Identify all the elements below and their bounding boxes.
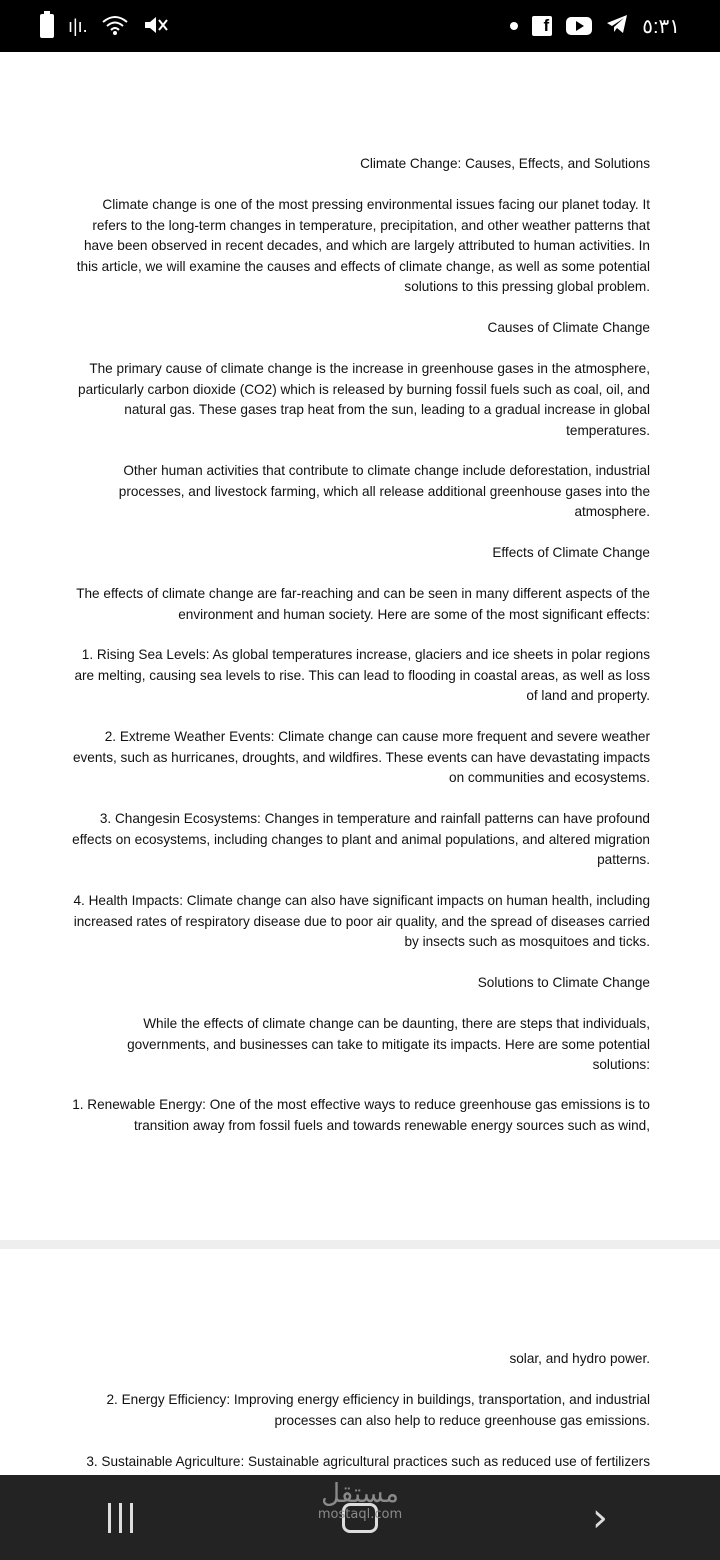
- document-page-1: [0, 52, 720, 1240]
- clock: ٥:٣١: [642, 15, 680, 38]
- watermark-latin: mostaql.com: [317, 1507, 403, 1522]
- causes-paragraph-1: The primary cause of climate change is the increase in greenhouse gases in the atmosphere, particularly carbon dioxide (CO2) which is released by burning fossil fuels such as coal, oil, and natural gas. These gases trap heat from the sun, leading to a gradual increase in global temperatures.: [78, 361, 650, 438]
- page-separator: [0, 1240, 720, 1249]
- facebook-icon: f: [532, 16, 552, 36]
- section-heading-effects: Effects of Climate Change: [492, 545, 650, 560]
- effect-item-3: 3. Changesin Ecosystems: Changes in temperature and rainfall patterns can have profound effects on ecosystems, including changes to plant and animal populations, and altered migration patterns.: [72, 811, 650, 868]
- solution-item-3: 3. Sustainable Agriculture: Sustainable agricultural practices such as reduced use of fertilizers: [86, 1454, 650, 1469]
- document-title: Climate Change: Causes, Effects, and Solutions: [360, 156, 650, 171]
- signal-icon: ı|ı.: [68, 16, 88, 36]
- document-page-2: [0, 1249, 720, 1475]
- effects-intro-paragraph: The effects of climate change are far-reaching and can be seen in many different aspects of the environment and human society. Here are some of the most significant effects:: [76, 586, 650, 622]
- notification-dot-icon: [510, 22, 518, 30]
- youtube-icon: [566, 17, 592, 35]
- solution-item-1-continued: solar, and hydro power.: [509, 1351, 650, 1366]
- wifi-icon: [102, 15, 128, 38]
- effect-item-4: 4. Health Impacts: Climate change can also have significant impacts on human health, including increased rates of respiratory disease due to poor air quality, and the spread of diseases carried by insects such as mosquitoes and ticks.: [73, 893, 650, 950]
- effect-item-2: 2. Extreme Weather Events: Climate change can cause more frequent and severe weather events, such as hurricanes, droughts, and wildfires. These events can have devastating impacts on communities and ecosystems.: [72, 729, 650, 786]
- watermark: [310, 1480, 410, 1522]
- mute-icon: [142, 14, 168, 39]
- back-button[interactable]: [560, 1488, 640, 1548]
- solutions-intro-paragraph: While the effects of climate change can be daunting, there are steps that individuals, governments, and businesses can take to mitigate its impacts. Here are some potential solutions:: [127, 1016, 650, 1073]
- status-left-icons: [40, 14, 168, 39]
- effect-item-1: 1. Rising Sea Levels: As global temperatures increase, glaciers and ice sheets in polar regions are melting, causing sea levels to rise. This can lead to flooding in coastal areas, as well as loss of land and property.: [74, 647, 650, 704]
- recent-apps-button[interactable]: [80, 1488, 160, 1548]
- section-heading-solutions: Solutions to Climate Change: [477, 975, 650, 990]
- solution-item-1: 1. Renewable Energy: One of the most effective ways to reduce greenhouse gas emissions is to transition away from fossil fuels and towards renewable energy sources such as wind,: [72, 1097, 650, 1133]
- section-heading-causes: Causes of Climate Change: [487, 320, 650, 335]
- status-right-icons: [510, 14, 680, 39]
- battery-icon: [40, 14, 54, 38]
- chevron-right-icon: ›: [592, 1494, 608, 1541]
- solution-item-2: 2. Energy Efficiency: Improving energy efficiency in buildings, transportation, and industrial processes can also help to reduce greenhouse gas emissions.: [106, 1392, 650, 1428]
- causes-paragraph-2: Other human activities that contribute to climate change include deforestation, industrial processes, and livestock farming, which all release additional greenhouse gases into the atmosphere.: [118, 463, 650, 520]
- intro-paragraph: Climate change is one of the most pressing environmental issues facing our planet today. It refers to the long-term changes in temperature, precipitation, and other weather patterns that have been observed in recent decades, and which are largely attributed to human activities. In this article, we will examine the causes and effects of climate change, as well as some potential solutions to this pressing global problem.: [76, 197, 650, 295]
- status-bar: [0, 0, 720, 52]
- watermark-arabic: مستقل: [321, 1479, 399, 1509]
- recent-apps-icon: [108, 1503, 133, 1533]
- telegram-icon: [606, 14, 628, 39]
